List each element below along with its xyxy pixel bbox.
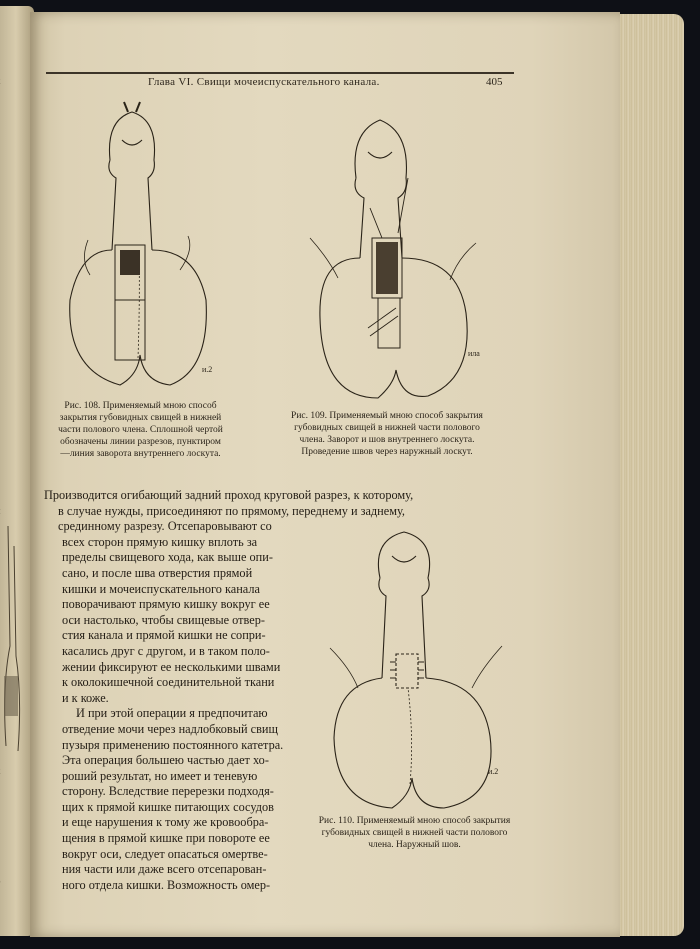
text-line: всех сторон прямую кишку вплоть за xyxy=(62,534,258,549)
figure-110-illustration xyxy=(322,528,512,818)
text-line: щения в прямой кишке при повороте ее xyxy=(62,831,270,846)
text-line: и еще нарушения к тому же кровообра- xyxy=(62,815,269,830)
text-line: оси настолько, чтобы свищевые отвер- xyxy=(62,612,265,627)
text-line: к околокишечной соединительной ткани xyxy=(62,675,275,690)
figure-109-illustration xyxy=(298,108,498,408)
text-line: стия канала и прямой кишки не сопри- xyxy=(62,628,266,643)
text-line: касались друг с другом, и в таком поло- xyxy=(62,643,270,658)
text-line: вокруг оси, следует опасаться омертве- xyxy=(62,846,268,861)
left-page-edge xyxy=(0,6,34,936)
header-rule xyxy=(46,72,514,74)
text-line: роший результат, но имеет и теневую xyxy=(62,768,258,783)
text-line: щих к прямой кишке питающих сосудов xyxy=(62,799,274,814)
text-line: поворачивают прямую кишку вокруг ее xyxy=(62,597,270,612)
svg-text:и.2: и.2 xyxy=(202,365,213,374)
text-line: ного отдела кишки. Возможность омер- xyxy=(62,877,271,892)
text-line: Производится огибающий задний проход круговой разрез, к которому, xyxy=(44,488,414,502)
text-line: сано, и после шва отверстия прямой xyxy=(62,565,253,580)
left-page-illustration xyxy=(0,526,24,756)
text-line: пределы свищевого хода, как выше опи- xyxy=(62,550,273,565)
page-block-edge xyxy=(610,14,684,936)
text-line: Эта операция большею частью дает хо- xyxy=(62,753,269,768)
figure-110-caption: Рис. 110. Применяемый мною способ закрытия губовидных свищей в нижней части полового члена. Наружный шов. xyxy=(318,816,511,850)
running-header: Глава VI. Свищи мочеиспускательного канала. xyxy=(148,76,380,88)
text-line: сторону. Вследствие перерезки подходя- xyxy=(62,784,274,799)
left-page-fragment xyxy=(0,506,1,517)
text-line: и к коже. xyxy=(62,690,109,705)
figure-108-caption: Рис. 108. Применяемый мною способ закрытия губовидных свищей в нижней части полового члена. Сплошной чертой обозначены линии разрезов, пунктиром—линия заворота внутреннего лоскута. xyxy=(58,401,223,459)
text-line: отведение мочи через надлобковый свищ xyxy=(62,721,278,736)
text-line: пузыря применению постоянного катетра. xyxy=(62,737,284,752)
svg-text:ила: ила xyxy=(468,349,480,358)
figure-109-caption: Рис. 109. Применяемый мною способ закрытия губовидных свищей в нижней части полового члена. Заворот и шов внутреннего лоскута. Проведение швов через наружный лоскут. xyxy=(291,411,483,457)
svg-text:и.2: и.2 xyxy=(488,767,499,776)
text-line: срединному разрезу. Отсепаровывают со xyxy=(58,519,272,534)
figure-108-illustration xyxy=(60,100,220,395)
text-line: И при этой операции я предпочитаю xyxy=(76,706,268,721)
text-line: в случае нужды, присоединяют по прямому, переднему и заднему, xyxy=(58,503,405,518)
text-line: жении фиксируют ее несколькими швами xyxy=(62,659,281,674)
page-number: 405 xyxy=(486,76,503,88)
text-line: ния части или даже всего отсепарован- xyxy=(62,862,267,877)
text-line: кишки и мочеиспускательного канала xyxy=(62,581,260,596)
left-page-fragment xyxy=(0,876,1,887)
